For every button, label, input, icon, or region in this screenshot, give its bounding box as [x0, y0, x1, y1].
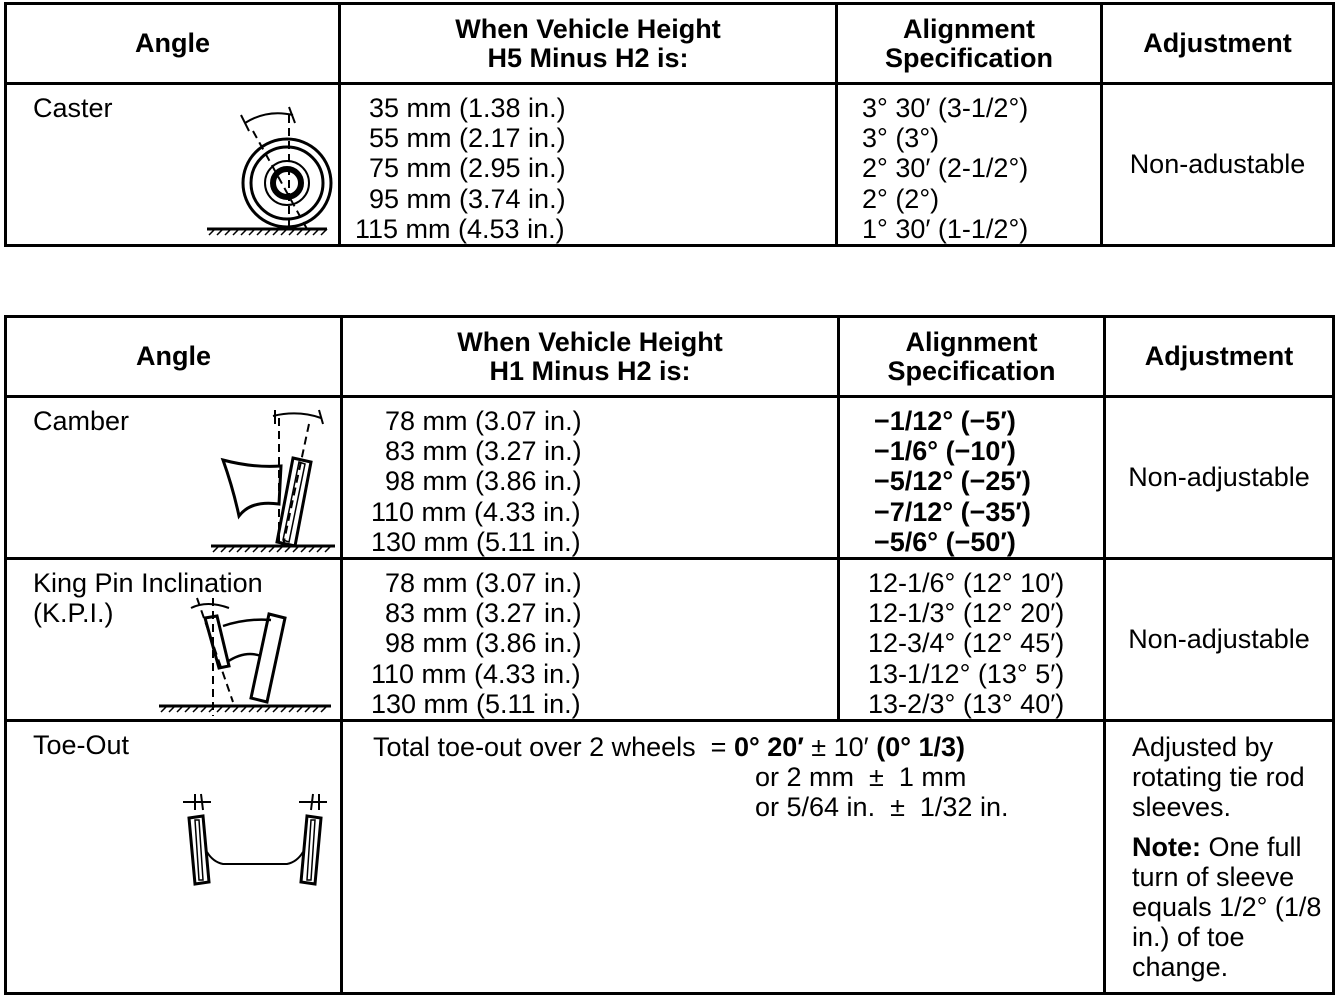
height-cell-caster: [340, 84, 837, 246]
angle-name-toe-out: Toe-Out: [33, 730, 130, 761]
height-list-camber: 78 mm (3.07 in.) 83 mm (3.27 in.) 98 mm (3.86 in.) 110 mm (4.33 in.) 130 mm (5.11 in.): [371, 406, 582, 557]
header-angle: Angle: [6, 4, 340, 84]
angle-cell-caster: [6, 84, 340, 246]
toe-out-adjustment-text: Adjusted by rotating tie rod sleeves.: [1132, 732, 1305, 823]
toe-out-alt-in: or 5/64 in. ± 1/32 in.: [755, 792, 1009, 823]
header-adjustment: Adjustment: [1105, 317, 1334, 397]
toe-out-adjustment: [1106, 722, 1332, 982]
angle-cell-toe-out: [6, 721, 342, 994]
spec-list-camber: −1/12° (−5′) −1/6° (−10′) −5/12° (−25′) −7/12° (−35′) −5/6° (−50′): [874, 406, 1031, 557]
header-alignment-spec: Alignment Specification: [839, 317, 1105, 397]
angle-cell-camber: [6, 397, 342, 559]
camber-diagram-icon: [203, 408, 343, 558]
header-alignment-spec: Alignment Specification: [837, 4, 1102, 84]
table-row-toe-out: [6, 721, 1334, 994]
adjustment-cell-toe-out: [1105, 721, 1334, 994]
header-vehicle-height: When Vehicle Height H1 Minus H2 is:: [342, 317, 839, 397]
adjustment-cell-camber: Non-adjustable: [1105, 397, 1334, 559]
table-row-camber: [6, 397, 1334, 559]
height-cell-camber: [342, 397, 839, 559]
height-list-kpi: 78 mm (3.07 in.) 83 mm (3.27 in.) 98 mm (3.86 in.) 110 mm (4.33 in.) 130 mm (5.11 in.): [371, 568, 582, 719]
spec-cell-caster: [837, 84, 1102, 246]
table-row-caster: [6, 84, 1334, 246]
header-vehicle-height: When Vehicle Height H5 Minus H2 is:: [340, 4, 837, 84]
toe-out-spec: [343, 722, 1103, 982]
adjustment-cell-kpi: Non-adjustable: [1105, 559, 1334, 721]
header-adjustment: Adjustment: [1102, 4, 1334, 84]
toe-out-spec-cell: [342, 721, 1105, 994]
toe-out-note: Note: One full turn of sleeve equals 1/2° (1/8 in.) of toe change.: [1132, 832, 1322, 983]
height-cell-kpi: [342, 559, 839, 721]
table-row-kpi: [6, 559, 1334, 721]
kpi-diagram-icon: [157, 578, 333, 720]
toe-out-diagram-icon: [173, 792, 337, 892]
camber-kpi-toe-table: [4, 315, 1335, 995]
adjustment-cell-caster: Non-adustable: [1102, 84, 1334, 246]
spec-cell-camber: [839, 397, 1105, 559]
header-angle: Angle: [6, 317, 342, 397]
angle-name-camber: Camber: [33, 406, 130, 436]
height-list-caster: 35 mm (1.38 in.) 55 mm (2.17 in.) 75 mm (2.95 in.) 95 mm (3.74 in.) 115 mm (4.53 in.): [355, 93, 566, 244]
angle-name-kpi: King Pin Inclination (K.P.I.): [33, 568, 263, 629]
spec-list-caster: 3° 30′ (3-1/2°) 3° (3°) 2° 30′ (2-1/2°) 2° (2°) 1° 30′ (1-1/2°): [862, 93, 1029, 244]
spec-cell-kpi: [839, 559, 1105, 721]
toe-out-alt-mm: or 2 mm ± 1 mm: [755, 762, 967, 793]
angle-name-caster: Caster: [33, 93, 113, 123]
caster-table: [4, 2, 1335, 247]
toe-out-main-line: Total toe-out over 2 wheels = 0° 20′ ± 10′ (0° 1/3): [373, 732, 966, 763]
caster-diagram-icon: [197, 101, 337, 241]
spec-list-kpi: 12-1/6° (12° 10′) 12-1/3° (12° 20′) 12-3/4° (12° 45′) 13-1/12° (13° 5′) 13-2/3° (13° 40′): [868, 568, 1065, 719]
angle-cell-kpi: [6, 559, 342, 721]
